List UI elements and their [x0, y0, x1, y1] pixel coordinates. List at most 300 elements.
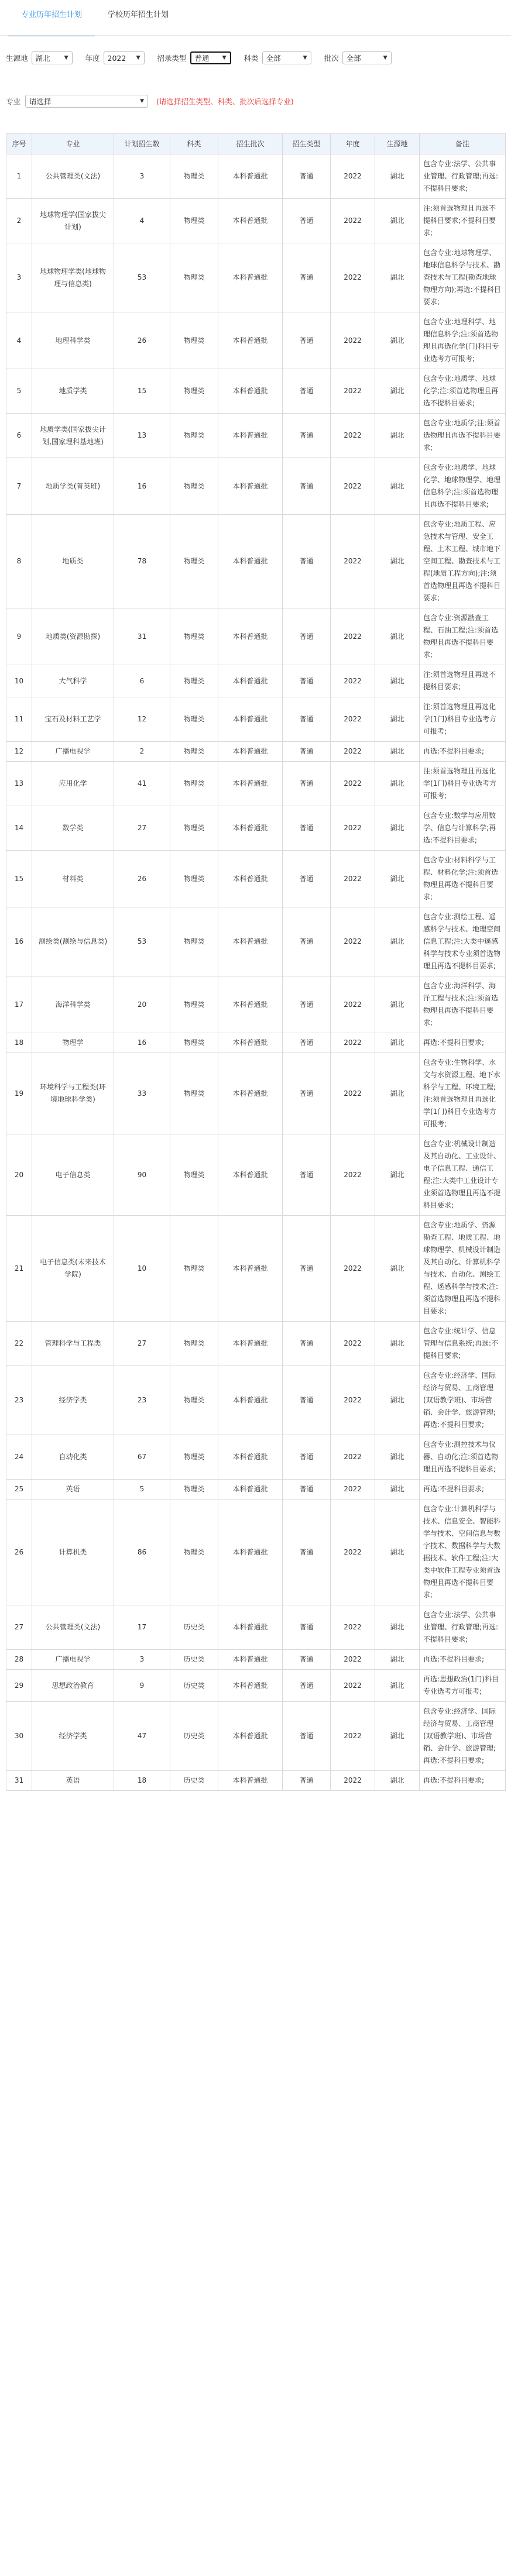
admission-batch: 本科普通批 — [218, 1771, 283, 1791]
row-number: 18 — [6, 1033, 32, 1053]
table-body — [6, 154, 506, 1791]
plan-count: 86 — [114, 1499, 170, 1605]
plan-year: 2022 — [331, 369, 375, 414]
table-row — [6, 1605, 506, 1650]
plan-count: 10 — [114, 1216, 170, 1322]
plan-year: 2022 — [331, 1670, 375, 1702]
plan-year: 2022 — [331, 697, 375, 742]
remark: 包含专业:经济学、国际经济与贸易、工商管理(双语教学班)、市场营销、会计学、旅游管理;再选:不提科目要求; — [420, 1366, 506, 1435]
major-name: 地质类 — [32, 515, 114, 608]
origin-region: 湖北 — [375, 1480, 420, 1499]
admission-type: 普通 — [283, 697, 331, 742]
admission-type: 普通 — [283, 907, 331, 976]
table-row — [6, 1435, 506, 1480]
major-name: 思想政治教育 — [32, 1670, 114, 1702]
plan-year: 2022 — [331, 243, 375, 312]
remark: 包含专业:地球物理学、地球信息科学与技术、勘查技术与工程(勘查地球物理方向);再选:不提科目要求; — [420, 243, 506, 312]
table-row — [6, 1480, 506, 1499]
row-number: 2 — [6, 199, 32, 243]
plan-count: 12 — [114, 697, 170, 742]
origin-region: 湖北 — [375, 1033, 420, 1053]
remark: 包含专业:地质学;注:须首选物理且再选不提科目要求; — [420, 414, 506, 458]
admission-batch: 本科普通批 — [218, 907, 283, 976]
remark: 包含专业:生物科学、水文与水资源工程、地下水科学与工程、环境工程;注:须首选物理且再选化学(1门)科目专业选考方可报考; — [420, 1053, 506, 1134]
major-name: 地理科学类 — [32, 312, 114, 369]
row-number: 19 — [6, 1053, 32, 1134]
remark: 再选:不提科目要求; — [420, 1033, 506, 1053]
admission-type: 普通 — [283, 1605, 331, 1650]
remark: 包含专业:法学、公共事业管理、行政管理;再选:不提科目要求; — [420, 1605, 506, 1650]
header-subject: 科类 — [170, 134, 218, 154]
remark: 注:须首选物理且再选不提科目要求;不提科目要求; — [420, 199, 506, 243]
subject-type: 物理类 — [170, 1499, 218, 1605]
row-number: 26 — [6, 1499, 32, 1605]
chevron-down-icon: ▼ — [140, 98, 145, 104]
admission-type: 普通 — [283, 369, 331, 414]
year-value: 2022 — [107, 53, 126, 63]
admission-type: 普通 — [283, 1053, 331, 1134]
plan-count: 53 — [114, 907, 170, 976]
admission-batch: 本科普通批 — [218, 1499, 283, 1605]
admission-type: 普通 — [283, 154, 331, 199]
admission-batch: 本科普通批 — [218, 742, 283, 762]
origin-region: 湖北 — [375, 458, 420, 515]
subject-type: 历史类 — [170, 1771, 218, 1791]
remark: 再选:不提科目要求; — [420, 742, 506, 762]
plan-year: 2022 — [331, 458, 375, 515]
major-name: 宝石及材料工艺学 — [32, 697, 114, 742]
table-row — [6, 515, 506, 608]
origin-region: 湖北 — [375, 665, 420, 697]
admission-type: 普通 — [283, 199, 331, 243]
admission-batch: 本科普通批 — [218, 1670, 283, 1702]
remark: 再选:不提科目要求; — [420, 1650, 506, 1670]
subject-type: 物理类 — [170, 608, 218, 665]
origin-region: 湖北 — [375, 907, 420, 976]
plan-year: 2022 — [331, 1480, 375, 1499]
origin-region: 湖北 — [375, 312, 420, 369]
origin-region: 湖北 — [375, 199, 420, 243]
subject-type: 物理类 — [170, 1322, 218, 1366]
admission-batch: 本科普通批 — [218, 515, 283, 608]
origin-region: 湖北 — [375, 1670, 420, 1702]
admission-batch: 本科普通批 — [218, 369, 283, 414]
subject-type: 物理类 — [170, 851, 218, 907]
subject-select[interactable] — [262, 51, 311, 64]
remark: 包含专业:地质工程、应急技术与管理、安全工程、土木工程、城市地下空间工程、勘查技术与工程(地质工程方向);注:须首选物理且再选不提科目要求; — [420, 515, 506, 608]
admission-batch: 本科普通批 — [218, 1605, 283, 1650]
major-name: 地球物理学类(地球物理与信息类) — [32, 243, 114, 312]
subject-type: 物理类 — [170, 515, 218, 608]
admission-type: 普通 — [283, 1134, 331, 1216]
admission-type: 普通 — [283, 1435, 331, 1480]
admission-type: 普通 — [283, 1480, 331, 1499]
origin-region: 湖北 — [375, 806, 420, 851]
subject-type: 历史类 — [170, 1650, 218, 1670]
major-name: 广播电视学 — [32, 742, 114, 762]
row-number: 27 — [6, 1605, 32, 1650]
region-label: 生源地 — [6, 54, 28, 63]
origin-region: 湖北 — [375, 608, 420, 665]
subject-value: 全部 — [266, 54, 281, 63]
table-row — [6, 199, 506, 243]
table-row — [6, 414, 506, 458]
table-row — [6, 1033, 506, 1053]
remark: 再选:不提科目要求; — [420, 1480, 506, 1499]
plan-year: 2022 — [331, 1771, 375, 1791]
row-number: 30 — [6, 1702, 32, 1771]
origin-region: 湖北 — [375, 154, 420, 199]
major-name: 自动化类 — [32, 1435, 114, 1480]
plan-count: 67 — [114, 1435, 170, 1480]
table-row — [6, 1650, 506, 1670]
subject-type: 物理类 — [170, 1435, 218, 1480]
header-no: 序号 — [6, 134, 32, 154]
remark: 包含专业:地质学、地球化学、地球物理学、地理信息科学;注:须首选物理且再选不提科目要求; — [420, 458, 506, 515]
table-row — [6, 806, 506, 851]
admission-batch: 本科普通批 — [218, 458, 283, 515]
row-number: 22 — [6, 1322, 32, 1366]
batch-label: 批次 — [324, 54, 339, 63]
type-select[interactable] — [190, 51, 231, 64]
admission-type: 普通 — [283, 312, 331, 369]
plan-year: 2022 — [331, 976, 375, 1033]
chevron-down-icon: ▼ — [222, 55, 227, 61]
origin-region: 湖北 — [375, 1134, 420, 1216]
table-row — [6, 243, 506, 312]
table-header-row — [6, 134, 506, 154]
remark: 包含专业:地理科学、地理信息科学;注:须首选物理且再选化学(门)科目专业选考方可报考; — [420, 312, 506, 369]
origin-region: 湖北 — [375, 1605, 420, 1650]
major-name: 应用化学 — [32, 762, 114, 806]
admission-batch: 本科普通批 — [218, 312, 283, 369]
admission-batch: 本科普通批 — [218, 154, 283, 199]
admission-type: 普通 — [283, 851, 331, 907]
admission-type: 普通 — [283, 665, 331, 697]
table-row — [6, 1670, 506, 1702]
admission-batch: 本科普通批 — [218, 1366, 283, 1435]
origin-region: 湖北 — [375, 515, 420, 608]
plan-year: 2022 — [331, 762, 375, 806]
row-number: 1 — [6, 154, 32, 199]
origin-region: 湖北 — [375, 243, 420, 312]
origin-region: 湖北 — [375, 1771, 420, 1791]
plan-count: 2 — [114, 742, 170, 762]
remark: 包含专业:地质学、地球化学;注:须首选物理且再选不提科目要求; — [420, 369, 506, 414]
origin-region: 湖北 — [375, 1499, 420, 1605]
major-name: 地球物理学(国家拔尖计划) — [32, 199, 114, 243]
plan-year: 2022 — [331, 199, 375, 243]
remark: 包含专业:材料科学与工程、材料化学;注:须首选物理且再选不提科目要求; — [420, 851, 506, 907]
chevron-down-icon: ▼ — [64, 55, 68, 61]
admission-batch: 本科普通批 — [218, 1053, 283, 1134]
subject-type: 物理类 — [170, 199, 218, 243]
origin-region: 湖北 — [375, 1702, 420, 1771]
admission-batch: 本科普通批 — [218, 608, 283, 665]
remark: 包含专业:测绘工程、遥感科学与技术、地理空间信息工程;注:大类中遥感科学与技术专业须首选物理且再选不提科目要求; — [420, 907, 506, 976]
row-number: 14 — [6, 806, 32, 851]
plan-count: 3 — [114, 154, 170, 199]
table-row — [6, 458, 506, 515]
year-select[interactable] — [104, 51, 145, 64]
region-select[interactable] — [32, 51, 73, 64]
major-select[interactable] — [25, 95, 148, 108]
major-name: 经济学类 — [32, 1702, 114, 1771]
plan-year: 2022 — [331, 1435, 375, 1480]
admission-batch: 本科普通批 — [218, 851, 283, 907]
type-filter — [157, 51, 231, 64]
subject-type: 物理类 — [170, 976, 218, 1033]
plan-count: 16 — [114, 1033, 170, 1053]
row-number: 9 — [6, 608, 32, 665]
major-name: 地质学类 — [32, 369, 114, 414]
plan-count: 16 — [114, 458, 170, 515]
filter-bar — [6, 50, 505, 66]
row-number: 5 — [6, 369, 32, 414]
admission-type: 普通 — [283, 1771, 331, 1791]
major-name: 材料类 — [32, 851, 114, 907]
admission-batch: 本科普通批 — [218, 243, 283, 312]
major-name: 地质学类(菁英班) — [32, 458, 114, 515]
admission-batch: 本科普通批 — [218, 1134, 283, 1216]
year-label: 年度 — [85, 54, 100, 63]
major-value: 请选择 — [29, 97, 52, 106]
header-batch: 招生批次 — [218, 134, 283, 154]
plan-count: 3 — [114, 1650, 170, 1670]
tab-school-plan[interactable]: 学校历年招生计划 — [108, 11, 169, 19]
admission-type: 普通 — [283, 515, 331, 608]
year-filter — [85, 51, 145, 64]
remark: 包含专业:资源勘查工程、石油工程;注:须首选物理且再选不提科目要求; — [420, 608, 506, 665]
plan-count: 18 — [114, 1771, 170, 1791]
row-number: 15 — [6, 851, 32, 907]
header-count: 计划招生数 — [114, 134, 170, 154]
plan-count: 6 — [114, 665, 170, 697]
plan-count: 27 — [114, 1322, 170, 1366]
admission-type: 普通 — [283, 1366, 331, 1435]
remark: 包含专业:统计学、信息管理与信息系统;再选:不提科目要求; — [420, 1322, 506, 1366]
plan-count: 53 — [114, 243, 170, 312]
remark: 注:须首选物理且再选化学(1门)科目专业选考方可报考; — [420, 762, 506, 806]
admission-type: 普通 — [283, 806, 331, 851]
remark: 包含专业:数学与应用数学、信息与计算科学;再选:不提科目要求; — [420, 806, 506, 851]
plan-year: 2022 — [331, 1216, 375, 1322]
major-name: 广播电视学 — [32, 1650, 114, 1670]
plan-table — [6, 133, 506, 1791]
table-row — [6, 742, 506, 762]
table-row — [6, 851, 506, 907]
region-value: 湖北 — [35, 54, 50, 63]
admission-batch: 本科普通批 — [218, 1702, 283, 1771]
origin-region: 湖北 — [375, 1053, 420, 1134]
plan-count: 9 — [114, 1670, 170, 1702]
admission-batch: 本科普通批 — [218, 1435, 283, 1480]
chevron-down-icon: ▼ — [303, 55, 307, 61]
major-name: 数学类 — [32, 806, 114, 851]
subject-type: 物理类 — [170, 907, 218, 976]
origin-region: 湖北 — [375, 742, 420, 762]
table-row — [6, 312, 506, 369]
row-number: 11 — [6, 697, 32, 742]
remark: 包含专业:地质学、资源勘查工程、地质工程、地球物理学、机械设计制造及其自动化、计算机科学与技术、自动化、测绘工程、遥感科学与技术;注:须首选物理且再选不提科目要求; — [420, 1216, 506, 1322]
row-number: 12 — [6, 742, 32, 762]
origin-region: 湖北 — [375, 851, 420, 907]
table-row — [6, 154, 506, 199]
subject-type: 物理类 — [170, 369, 218, 414]
row-number: 8 — [6, 515, 32, 608]
table-row — [6, 608, 506, 665]
remark: 再选:不提科目要求; — [420, 1771, 506, 1791]
admission-batch: 本科普通批 — [218, 1216, 283, 1322]
subject-type: 物理类 — [170, 806, 218, 851]
row-number: 3 — [6, 243, 32, 312]
subject-type: 物理类 — [170, 762, 218, 806]
table-row — [6, 1053, 506, 1134]
batch-filter — [324, 51, 392, 64]
subject-type: 物理类 — [170, 243, 218, 312]
admission-type: 普通 — [283, 1322, 331, 1366]
admission-batch: 本科普通批 — [218, 199, 283, 243]
admission-batch: 本科普通批 — [218, 1650, 283, 1670]
row-number: 4 — [6, 312, 32, 369]
subject-type: 物理类 — [170, 312, 218, 369]
plan-count: 15 — [114, 369, 170, 414]
major-name: 地质学类(国家拔尖计划,国家理科基地班) — [32, 414, 114, 458]
remark: 注:须首选物理且再选不提科目要求; — [420, 665, 506, 697]
row-number: 13 — [6, 762, 32, 806]
batch-select[interactable] — [342, 51, 392, 64]
subject-filter — [244, 51, 311, 64]
plan-year: 2022 — [331, 1134, 375, 1216]
plan-year: 2022 — [331, 608, 375, 665]
admission-type: 普通 — [283, 1033, 331, 1053]
subject-type: 物理类 — [170, 1053, 218, 1134]
subject-type: 历史类 — [170, 1605, 218, 1650]
admission-type: 普通 — [283, 1670, 331, 1702]
plan-count: 31 — [114, 608, 170, 665]
subject-type: 物理类 — [170, 458, 218, 515]
subject-label: 科类 — [244, 54, 259, 63]
subject-type: 物理类 — [170, 697, 218, 742]
origin-region: 湖北 — [375, 1650, 420, 1670]
plan-year: 2022 — [331, 1033, 375, 1053]
remark: 包含专业:机械设计制造及其自动化、工业设计、电子信息工程、通信工程;注:大类中工业设计专业须首选物理且再选不提科目要求; — [420, 1134, 506, 1216]
major-name: 物理学 — [32, 1033, 114, 1053]
major-name: 大气科学 — [32, 665, 114, 697]
tab-divider — [0, 35, 511, 36]
row-number: 7 — [6, 458, 32, 515]
row-number: 24 — [6, 1435, 32, 1480]
row-number: 21 — [6, 1216, 32, 1322]
header-year: 年度 — [331, 134, 375, 154]
header-region: 生源地 — [375, 134, 420, 154]
plan-year: 2022 — [331, 907, 375, 976]
subject-type: 物理类 — [170, 414, 218, 458]
admission-batch: 本科普通批 — [218, 665, 283, 697]
major-name: 电子信息类(未来技术学院) — [32, 1216, 114, 1322]
plan-year: 2022 — [331, 154, 375, 199]
admission-type: 普通 — [283, 1499, 331, 1605]
major-filter — [6, 94, 294, 109]
table-row — [6, 1771, 506, 1791]
subject-type: 物理类 — [170, 1480, 218, 1499]
plan-count: 33 — [114, 1053, 170, 1134]
region-filter — [6, 51, 73, 64]
major-name: 地质类(资源勘探) — [32, 608, 114, 665]
remark: 包含专业:测控技术与仪器、自动化;注:须首选物理且再选不提科目要求; — [420, 1435, 506, 1480]
plan-year: 2022 — [331, 1053, 375, 1134]
admission-batch: 本科普通批 — [218, 976, 283, 1033]
table-row — [6, 762, 506, 806]
table-row — [6, 1366, 506, 1435]
remark: 包含专业:经济学、国际经济与贸易、工商管理(双语教学班)、市场营销、会计学、旅游管理;再选:不提科目要求; — [420, 1702, 506, 1771]
tab-bar — [0, 0, 511, 36]
type-label: 招录类型 — [157, 54, 187, 63]
plan-year: 2022 — [331, 851, 375, 907]
plan-year: 2022 — [331, 1702, 375, 1771]
plan-year: 2022 — [331, 1322, 375, 1366]
origin-region: 湖北 — [375, 1322, 420, 1366]
table-row — [6, 697, 506, 742]
major-name: 公共管理类(文法) — [32, 154, 114, 199]
row-number: 31 — [6, 1771, 32, 1791]
admission-batch: 本科普通批 — [218, 762, 283, 806]
plan-year: 2022 — [331, 1605, 375, 1650]
row-number: 16 — [6, 907, 32, 976]
admission-batch: 本科普通批 — [218, 1322, 283, 1366]
plan-year: 2022 — [331, 665, 375, 697]
plan-year: 2022 — [331, 414, 375, 458]
remark: 再选:思想政治(1门)科目专业选考方可报考; — [420, 1670, 506, 1702]
subject-type: 物理类 — [170, 742, 218, 762]
plan-year: 2022 — [331, 1650, 375, 1670]
major-name: 管理科学与工程类 — [32, 1322, 114, 1366]
origin-region: 湖北 — [375, 414, 420, 458]
tab-major-plan[interactable]: 专业历年招生计划 — [8, 0, 95, 36]
plan-year: 2022 — [331, 1499, 375, 1605]
admission-batch: 本科普通批 — [218, 1480, 283, 1499]
plan-year: 2022 — [331, 742, 375, 762]
admission-type: 普通 — [283, 1702, 331, 1771]
plan-count: 4 — [114, 199, 170, 243]
plan-count: 5 — [114, 1480, 170, 1499]
header-major: 专业 — [32, 134, 114, 154]
subject-type: 历史类 — [170, 1702, 218, 1771]
chevron-down-icon: ▼ — [136, 55, 140, 61]
major-hint: (请选择招生类型、科类、批次后选择专业) — [156, 97, 294, 106]
row-number: 25 — [6, 1480, 32, 1499]
origin-region: 湖北 — [375, 1435, 420, 1480]
plan-count: 78 — [114, 515, 170, 608]
header-type: 招生类型 — [283, 134, 331, 154]
plan-year: 2022 — [331, 1366, 375, 1435]
plan-count: 20 — [114, 976, 170, 1033]
subject-type: 物理类 — [170, 665, 218, 697]
remark: 包含专业:计算机科学与技术、信息安全、智能科学与技术、空间信息与数字技术、数据科学与大数据技术、软件工程;注:大类中软件工程专业须首选物理且再选不提科目要求; — [420, 1499, 506, 1605]
plan-count: 26 — [114, 312, 170, 369]
table-row — [6, 1134, 506, 1216]
table-row — [6, 1322, 506, 1366]
admission-batch: 本科普通批 — [218, 697, 283, 742]
major-label: 专业 — [6, 97, 21, 106]
plan-count: 27 — [114, 806, 170, 851]
origin-region: 湖北 — [375, 1216, 420, 1322]
plan-count: 17 — [114, 1605, 170, 1650]
subject-type: 物理类 — [170, 1134, 218, 1216]
admission-batch: 本科普通批 — [218, 414, 283, 458]
major-name: 英语 — [32, 1771, 114, 1791]
remark: 注:须首选物理且再选化学(1门)科目专业选考方可报考; — [420, 697, 506, 742]
